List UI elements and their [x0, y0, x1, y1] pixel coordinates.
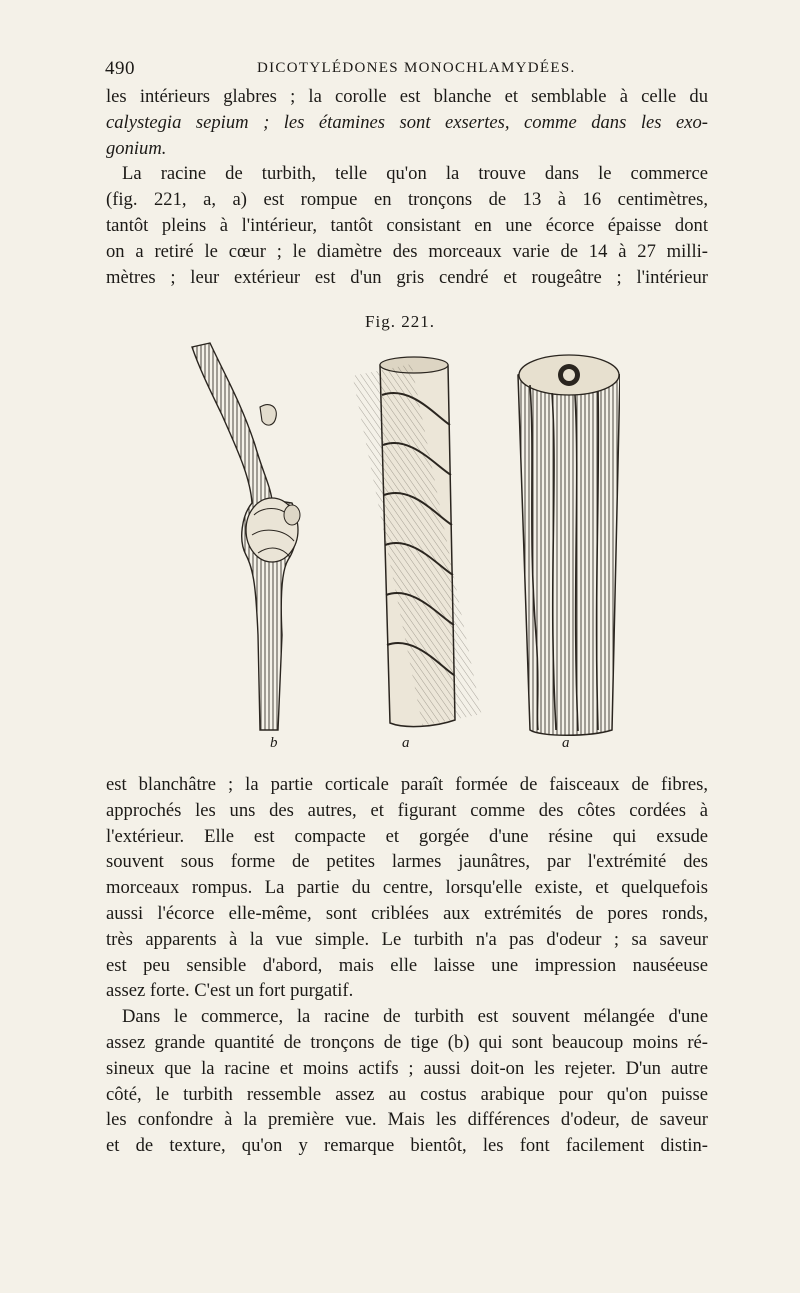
text-line: sineux que la racine et moins actifs ; aussi doit-on les rejeter. D'un autre	[106, 1057, 708, 1079]
text-line: assez forte. C'est un fort purgatif.	[106, 980, 354, 1002]
text-line: les intérieurs glabres ; la corolle est blanche et semblable à celle du	[106, 86, 708, 107]
figure-label-b: b	[270, 735, 278, 751]
text-line: approchés les uns des autres, et figurant comme des côtes cordées à	[106, 799, 708, 821]
figure-label-a-middle: a	[402, 735, 410, 751]
text-line: tantôt pleins à l'intérieur, tantôt consistant en une écorce épaisse dont	[106, 214, 708, 236]
page-header	[105, 58, 705, 82]
figure-label-a-right: a	[562, 735, 570, 751]
text-line: souvent sous forme de petites larmes jaunâtres, par l'extrémité des	[106, 851, 708, 873]
text-line: est peu sensible d'abord, mais elle laisse une impression nauséeuse	[106, 954, 708, 976]
text-line: côté, le turbith ressemble assez au costus arabique pour qu'on puisse	[106, 1083, 708, 1105]
text-line: on a retiré le cœur ; le diamètre des morceaux varie de 14 à 27 milli-	[106, 240, 708, 262]
text-line: gonium.	[106, 137, 167, 159]
paragraph-bottom	[106, 772, 708, 1159]
text-line: La racine de turbith, telle qu'on la trouve dans le commerce	[122, 163, 708, 185]
ribbed-root-a	[518, 355, 620, 735]
text-line: l'extérieur. Elle est compacte et gorgée d'une résine qui exsude	[106, 825, 708, 847]
text-line: assez grande quantité de tronçons de tige (b) qui sont beaucoup moins ré-	[106, 1031, 708, 1053]
text-line: calystegia sepium ; les étamines sont exsertes, comme dans les exo-	[106, 111, 708, 133]
figure-221-illustration	[180, 335, 620, 765]
text-line: et de texture, qu'on y remarque bientôt, les font facilement distin-	[106, 1135, 708, 1157]
text-line: (fig. 221, a, a) est rompue en tronçons de 13 à 16 centimètres,	[106, 189, 708, 211]
text-line: morceaux rompus. La partie du centre, lorsqu'elle existe, et quelquefois	[106, 877, 708, 899]
text-line: Dans le commerce, la racine de turbith est souvent mélangée d'une	[122, 1006, 708, 1028]
text-line: très apparents à la vue simple. Le turbith n'a pas d'odeur ; sa saveur	[106, 928, 708, 950]
text-line: les confondre à la première vue. Mais les différences d'odeur, de saveur	[106, 1109, 708, 1131]
text-line: est blanchâtre ; la partie corticale paraît formée de faisceaux de fibres,	[106, 774, 708, 795]
page-number: 490	[105, 58, 135, 79]
text-line: mètres ; leur extérieur est d'un gris cendré et rougeâtre ; l'intérieur	[106, 266, 708, 288]
figure-caption: Fig. 221.	[365, 312, 435, 331]
twisted-root-a	[380, 357, 455, 727]
stem-fragment-b	[192, 343, 300, 730]
paragraph-top	[106, 84, 708, 290]
running-head: DICOTYLÉDONES MONOCHLAMYDÉES.	[257, 60, 576, 76]
text-line: aussi l'écorce elle-même, sont criblées aux extrémités de pores ronds,	[106, 902, 708, 924]
